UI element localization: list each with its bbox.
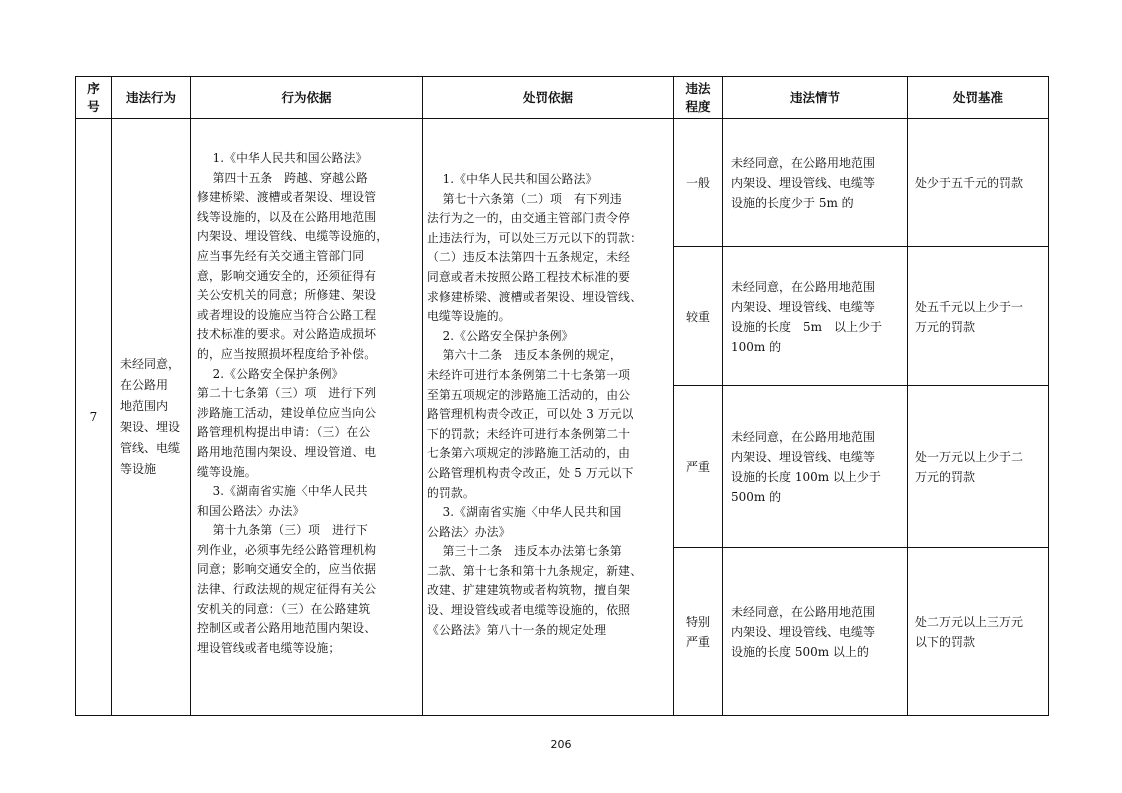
rule-bottom [75, 715, 1049, 716]
level-degree: 一般 [685, 176, 710, 190]
level-circumstance: 未经同意，在公路用地范围 内架设、埋设管线、电缆等 设施的长度少于 5m 的 [731, 156, 876, 210]
level-standard: 处五千元以上少于一 万元的罚款 [915, 299, 1024, 334]
row-behavior-basis: 1.《中华人民共和国公路法》 第四十五条 跨越、穿越公路 修建桥梁、渡槽或者架设、埋设管 线等设施的，以及在公路用地范围 内架设、埋设管线、电缆等设施的， 应当事先经有关交通主管部门同 意，影响交通安全的，还须征得有 关公安机关的同意；所修建、架设 或者埋设的设施应当符合公路工程 技术标准的要求。对公路造成损坏 的，应当按照损坏程度给予补偿。 2.《公路安全保护条例》 第二十七条第（三）项 进行下列 涉路施工活动，建设单位应当向公 路管理机构提出申请：（三）在公 路用地范围内架设、埋设管道、电 缆等设施。 3.《湖南省实施〈中华人民共 和国公路法〉办法》 第十九条第（三）项 进行下 列作业，必须事先经公路管理机构 同意；影响交通安全的，应当依据 法律、行政法规的规定征得有关公 安机关的同意：（三）在公路建筑 控制区或者公路用地范围内架设、 埋设管线或者电缆等设施； [197, 151, 389, 655]
header-standard: 处罚基准 [952, 89, 1003, 105]
header-circumstance: 违法情节 [789, 89, 840, 105]
page-number: 206 [550, 738, 572, 751]
level-circumstance: 未经同意，在公路用地范围 内架设、埋设管线、电缆等 设施的长度 100m 以上少于 500m 的 [731, 430, 881, 504]
penalty-table [75, 76, 1049, 716]
header-penalty-basis: 处罚依据 [522, 89, 573, 105]
row-behavior: 未经同意， 在公路用 地范围内 架设、埋设 管线、电缆 等设施 [120, 357, 181, 476]
level-circumstance: 未经同意，在公路用地范围 内架设、埋设管线、电缆等 设施的长度 5m 以上少于 100m 的 [731, 279, 883, 354]
level-circumstance: 未经同意，在公路用地范围 内架设、埋设管线、电缆等 设施的长度 500m 以上的 [731, 604, 876, 659]
level-degree: 较重 [685, 309, 710, 324]
header-behavior: 违法行为 [125, 89, 176, 105]
level-degree: 严重 [685, 460, 710, 474]
header-degree: 违法 程度 [685, 80, 711, 114]
row-penalty-basis: 1.《中华人民共和国公路法》 第七十六条第（二）项 有下列违 法行为之一的，由交通主管部门责令停 止违法行为，可以处三万元以下的罚款： （二）违反本法第四十五条规定，未经 同意或者未按照公路工程技术标准的要 求修建桥梁、渡槽或者架设、埋设管线、 电缆等设施的。 2.《公路安全保护条例》 第六十二条 违反本条例的规定， 未经许可进行本条例第二十七条第一项 至第五项规定的涉路施工活动的，由公 路管理机构责令改正，可以处 3 万元以 下的罚款；未经许可进行本条例第二十 七条第六项规定的涉路施工活动的，由 公路管理机构责令改正，处 5 万元以下 的罚款。 3.《湖南省实施〈中华人民共和国 公路法〉办法》 第三十二条 违反本办法第七条第 二款、第十七条和第十九条规定，新建、 改建、扩建建筑物或者构筑物，擅自架 设、埋设管线或者电缆等设施的，依照 《公路法》第八十一条的规定处理 [427, 172, 643, 637]
level-standard: 处二万元以上三万元 以下的罚款 [915, 614, 1024, 649]
header-basis: 行为依据 [281, 89, 332, 105]
level-standard: 处少于五千元的罚款 [915, 176, 1024, 190]
level-degree: 特别 严重 [685, 614, 710, 649]
row-seq: 7 [89, 410, 98, 424]
header-seq: 序 号 [87, 80, 100, 114]
level-standard: 处一万元以上少于二 万元的罚款 [915, 450, 1024, 484]
